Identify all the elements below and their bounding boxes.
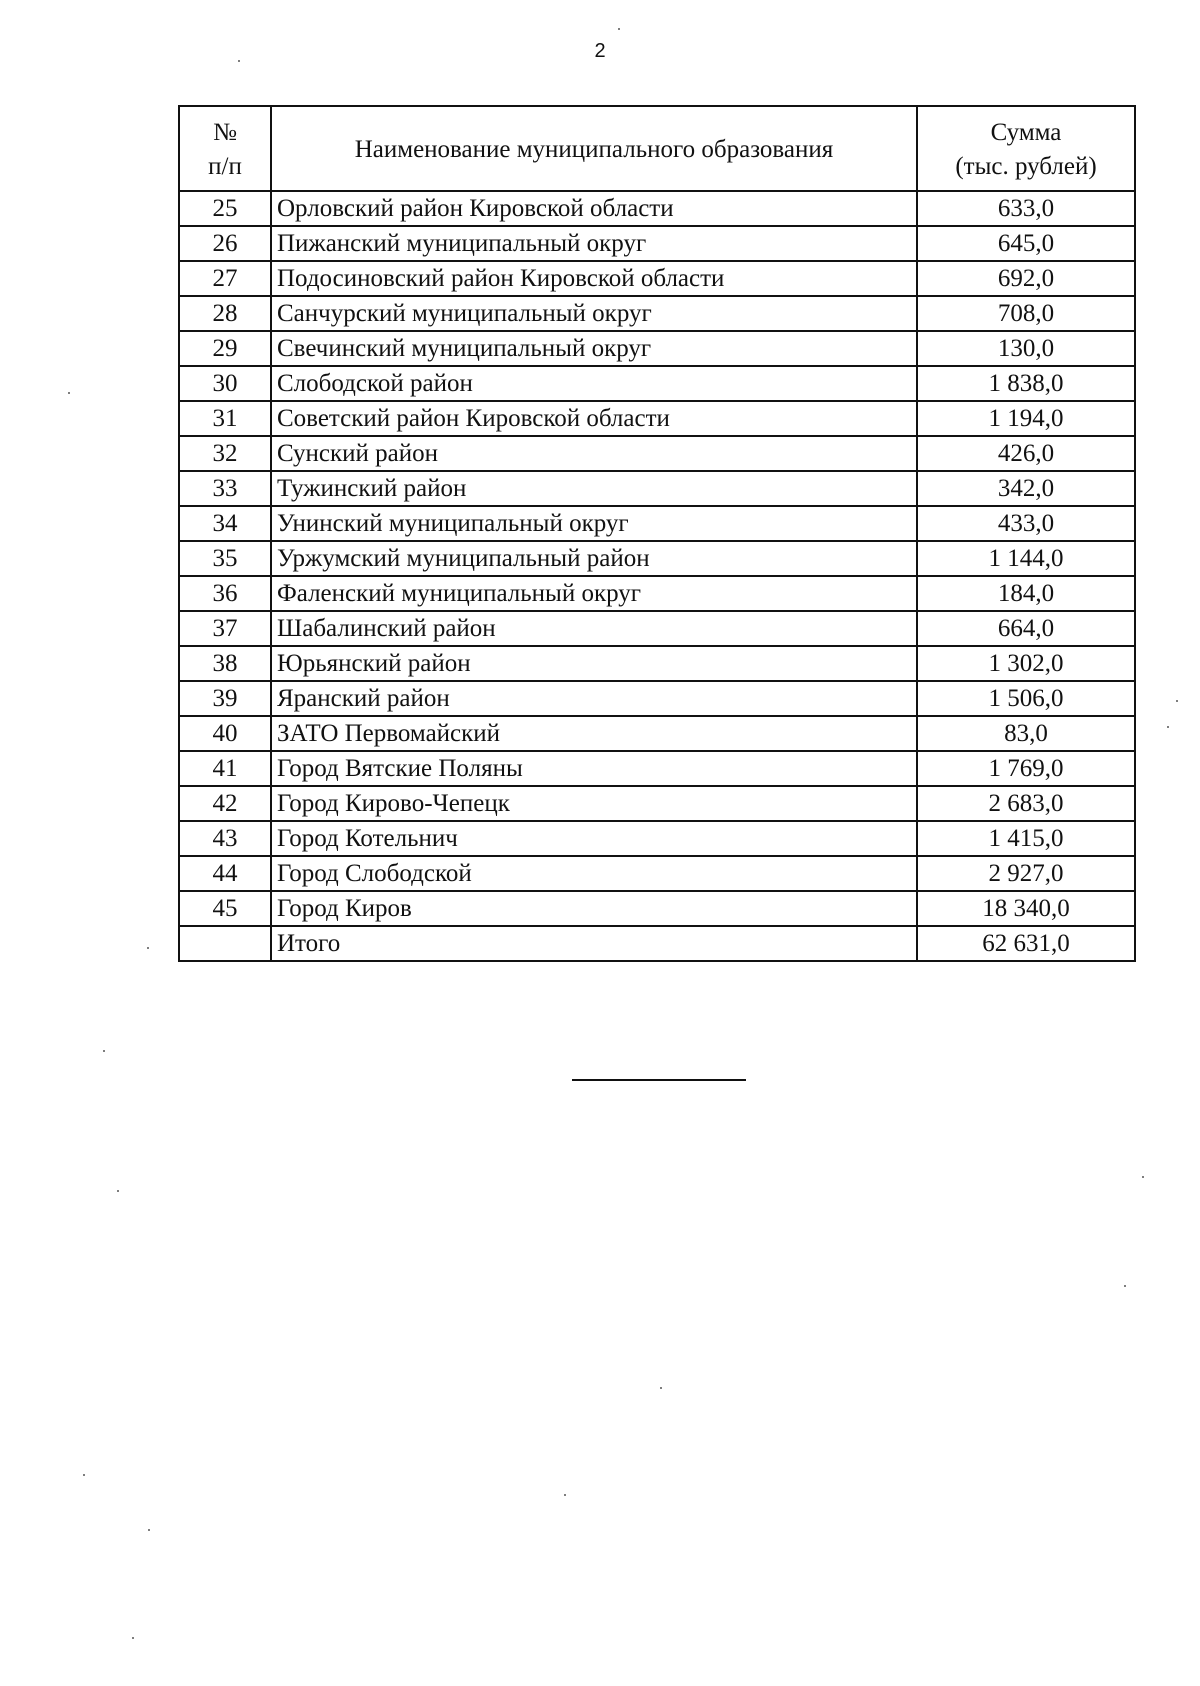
table-row [179,786,1135,821]
row-name: Город Кирово-Чепецк [271,786,917,821]
table-row [179,331,1135,366]
row-name: Город Слободской [271,856,917,891]
row-name: Шабалинский район [271,611,917,646]
row-number: 40 [179,716,271,751]
scan-speck [564,1494,566,1496]
row-number: 33 [179,471,271,506]
table-row [179,191,1135,226]
row-name: Санчурский муниципальный округ [271,296,917,331]
row-sum: 184,0 [917,576,1135,611]
scan-speck [1176,700,1178,702]
row-sum: 1 302,0 [917,646,1135,681]
scan-speck [68,392,70,394]
table-row [179,576,1135,611]
scan-speck [103,1050,105,1052]
table-row [179,891,1135,926]
row-sum: 633,0 [917,191,1135,226]
header-name-text: Наименование муниципального образования [354,135,834,163]
row-number: 36 [179,576,271,611]
row-number: 38 [179,646,271,681]
scan-speck [147,947,149,949]
row-name: Пижанский муниципальный округ [271,226,917,261]
allocation-table [178,105,1136,962]
header-name [271,106,917,191]
table-row [179,611,1135,646]
table-row [179,436,1135,471]
header-number [179,106,271,191]
row-sum: 1 506,0 [917,681,1135,716]
row-number: 45 [179,891,271,926]
row-sum: 2 927,0 [917,856,1135,891]
row-sum: 664,0 [917,611,1135,646]
row-sum: 692,0 [917,261,1135,296]
row-number: 37 [179,611,271,646]
scan-speck [238,60,240,62]
row-name: Юрьянский район [271,646,917,681]
row-name: Город Киров [271,891,917,926]
scan-speck [148,1529,150,1531]
table-row [179,681,1135,716]
table-header-row [179,106,1135,191]
row-number: 39 [179,681,271,716]
table-row [179,716,1135,751]
row-name: Орловский район Кировской области [271,191,917,226]
row-name: Свечинский муниципальный округ [271,331,917,366]
header-number-line2: п/п [208,152,242,180]
row-sum: 708,0 [917,296,1135,331]
row-name: Слободской район [271,366,917,401]
row-sum: 130,0 [917,331,1135,366]
table-row [179,646,1135,681]
row-sum: 426,0 [917,436,1135,471]
row-sum: 83,0 [917,716,1135,751]
row-name: Уржумский муниципальный район [271,541,917,576]
table-row [179,541,1135,576]
row-sum: 1 144,0 [917,541,1135,576]
row-sum: 342,0 [917,471,1135,506]
row-sum: 1 415,0 [917,821,1135,856]
table-row [179,401,1135,436]
row-name: Советский район Кировской области [271,401,917,436]
scan-speck [83,1474,85,1476]
table-row [179,506,1135,541]
row-name: Город Вятские Поляны [271,751,917,786]
row-sum: 2 683,0 [917,786,1135,821]
row-number: 30 [179,366,271,401]
table-row [179,856,1135,891]
row-sum: 18 340,0 [917,891,1135,926]
table-row [179,751,1135,786]
scan-speck [1124,1285,1126,1287]
row-number: 41 [179,751,271,786]
total-sum: 62 631,0 [917,926,1135,961]
table-row [179,821,1135,856]
header-number-line1: № [213,118,237,146]
row-number: 42 [179,786,271,821]
row-sum: 1 769,0 [917,751,1135,786]
row-sum: 1 838,0 [917,366,1135,401]
scan-speck [117,1190,119,1192]
header-sum-line2: (тыс. рублей) [955,152,1097,180]
page-number: 2 [594,40,606,62]
row-number: 43 [179,821,271,856]
table-row [179,226,1135,261]
row-number: 31 [179,401,271,436]
total-label: Итого [271,926,917,961]
row-number: 34 [179,506,271,541]
scan-speck [618,28,620,30]
row-name: Подосиновский район Кировской области [271,261,917,296]
table-row [179,261,1135,296]
row-name: Город Котельнич [271,821,917,856]
row-number: 32 [179,436,271,471]
row-sum: 433,0 [917,506,1135,541]
scan-speck [660,1387,662,1389]
row-name: Тужинский район [271,471,917,506]
row-number: 44 [179,856,271,891]
row-name: Фаленский муниципальный округ [271,576,917,611]
total-number [179,926,271,961]
table-row [179,366,1135,401]
header-sum-line1: Сумма [990,118,1062,146]
end-of-table-rule [572,1079,746,1081]
row-number: 27 [179,261,271,296]
scan-speck [1167,726,1169,728]
scan-speck [1142,1176,1144,1178]
row-sum: 1 194,0 [917,401,1135,436]
table-row [179,296,1135,331]
table-row [179,471,1135,506]
row-name: ЗАТО Первомайский [271,716,917,751]
row-sum: 645,0 [917,226,1135,261]
header-sum [917,106,1135,191]
row-number: 25 [179,191,271,226]
total-row [179,926,1135,961]
row-name: Сунский район [271,436,917,471]
row-number: 29 [179,331,271,366]
row-name: Унинский муниципальный округ [271,506,917,541]
row-name: Яранский район [271,681,917,716]
row-number: 28 [179,296,271,331]
row-number: 26 [179,226,271,261]
row-number: 35 [179,541,271,576]
scan-speck [132,1637,134,1639]
